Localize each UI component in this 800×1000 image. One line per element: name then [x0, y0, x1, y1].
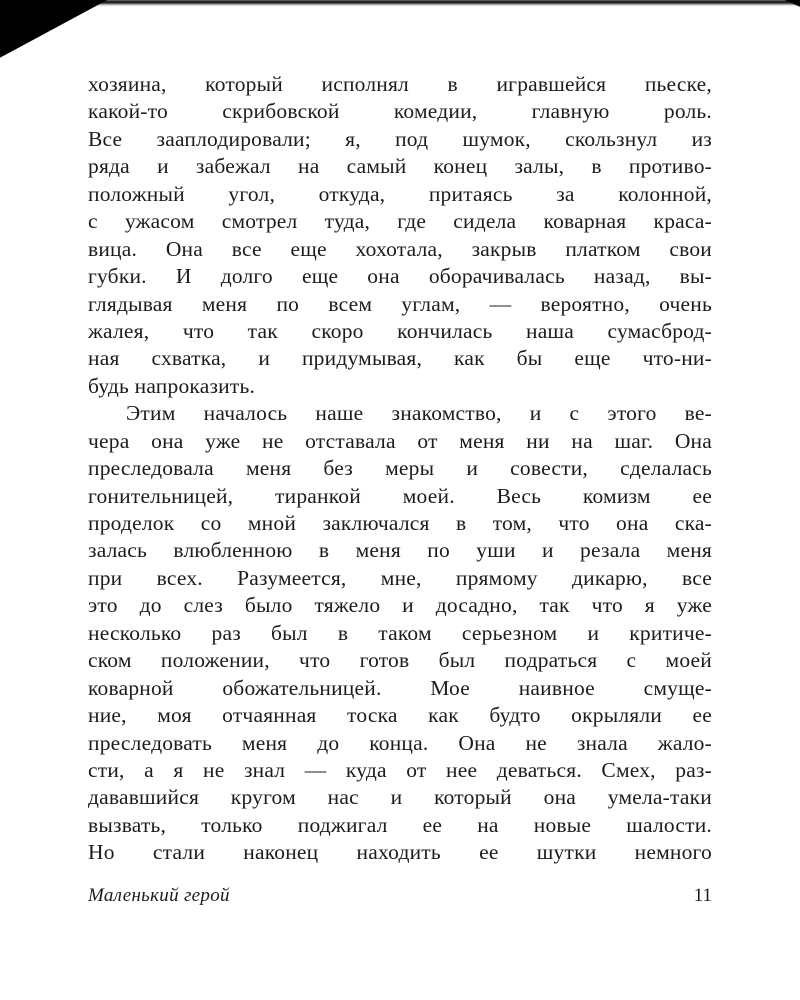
text-line: преследовать меня до конца. Она не знала жало-: [88, 730, 712, 755]
text-line: ние, моя отчаянная тоска как будто окрыляли ее: [88, 703, 712, 728]
text-line: сти, а я не знал — куда от нее деваться. Смех, раз-: [88, 757, 712, 782]
page-number: 11: [693, 885, 712, 906]
text-line: глядывая меня по всем углам, — вероятно, очень: [88, 291, 712, 316]
text-line: ряда и забежал на самый конец залы, в противо-: [88, 154, 712, 179]
text-line: какой-то скрибовской комедии, главную роль.: [88, 99, 712, 124]
paragraph: [88, 71, 712, 400]
page-footer: [88, 884, 712, 908]
text-line: залась влюбленною в меня по уши и резала меня: [88, 538, 712, 563]
text-line: вица. Она все еще хохотала, закрыв платком свои: [88, 236, 712, 261]
text-line: коварной обожательницей. Мое наивное смуще-: [88, 675, 712, 700]
text-line: проделок со мной заключался в том, что она ска-: [88, 511, 712, 535]
text-line: это до слез было тяжело и досадно, так что я уже: [88, 593, 712, 618]
scan-artifact-top-edge: [0, 0, 800, 4]
text-line: с ужасом смотрел туда, где сидела коварная краса-: [88, 209, 712, 234]
text-line: ная схватка, и придумывая, как бы еще что-ни-: [88, 346, 712, 371]
text-line: Но стали наконец находить ее шутки немного: [88, 840, 712, 865]
text-line: Этим началось наше знакомство, и с этого ве-: [126, 401, 712, 426]
text-line: вызвать, только поджигал ее на новые шалости.: [88, 812, 712, 837]
text-line: ском положении, что готов был подраться с моей: [88, 648, 712, 673]
text-line: несколько раз был в таком серьезном и критиче-: [88, 620, 712, 645]
body-text: [88, 71, 712, 867]
text-line: хозяина, который исполнял в игравшейся пьеске,: [88, 72, 712, 96]
running-title: Маленький герой: [88, 885, 230, 906]
text-line: при всех. Разумеется, мне, прямому дикарю, все: [88, 565, 712, 590]
text-line: Все зааплодировали; я, под шумок, скользнул из: [88, 126, 712, 151]
text-line: дававшийся кругом нас и который она умела-таки: [88, 785, 712, 810]
scan-artifact-top-left-corner: [0, 0, 122, 62]
text-line: положный угол, откуда, притаясь за колонной,: [88, 181, 712, 206]
text-line: жалея, что так скоро кончилась наша сумасброд-: [88, 318, 712, 343]
text-line: преследовала меня без меры и совести, сделалась: [88, 456, 712, 481]
paragraph: [88, 400, 712, 866]
text-line: чера она уже не отставала от меня ни на шаг. Она: [88, 428, 712, 453]
text-line: будь напроказить.: [88, 373, 256, 398]
text-line: гонительницей, тиранкой моей. Весь комизм ее: [88, 483, 712, 508]
text-line: губки. И долго еще она оборачивалась назад, вы-: [88, 264, 712, 289]
